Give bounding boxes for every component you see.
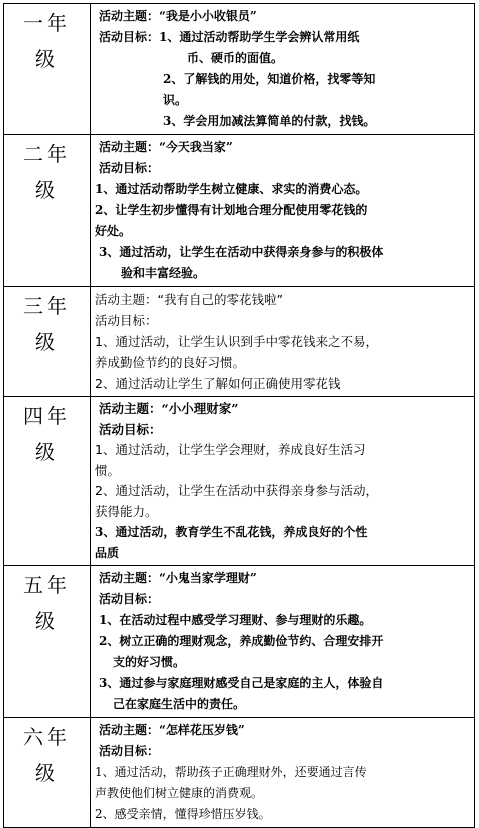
content-cell [91,566,475,718]
table-row [4,4,475,135]
goal-text: 3、通过活动，让学生在活动中获得亲身参与的积极体 [99,245,384,259]
theme-title: “我有自己的零花钱啦” [157,292,283,307]
theme-label: 活动主题： [99,723,160,737]
goal-text: 3、通过活动，教育学生不乱花钱，养成良好的个性 [95,525,368,539]
table-row [4,566,475,718]
grade-cell [4,135,91,287]
theme-title: “今天我当家” [159,140,233,154]
content-cell [91,135,475,287]
goal-label: 活动目标： [99,421,162,437]
grade-label-top: 五年 [23,573,71,597]
theme-label: 活动主题： [99,9,160,23]
goal-continuation: 币、硬币的面值。 [187,51,284,65]
content-cell [91,287,475,397]
theme-label: 活动主题： [99,401,162,416]
theme-line [99,399,470,420]
goal-label: 活动目标： [99,744,160,758]
grade-cell [4,4,91,135]
theme-line [99,720,470,741]
grade-label-top: 三年 [23,294,71,318]
theme-title: “我是小小收银员” [159,9,257,23]
goal-text: 1、通过活动，帮助孩子正确理财外，还要通过言传 [95,765,367,779]
grade-label-top: 四年 [23,404,71,428]
goal-continuation: 养成勤俭节约的良好习惯。 [95,355,246,370]
goal-continuation: 己在家庭生活中的责任。 [113,697,246,711]
goal-continuation: 验和丰富经验。 [121,266,206,280]
grade-label-bottom: 级 [35,440,59,464]
theme-title: “小鬼当家学理财” [159,571,257,585]
theme-line [99,6,470,27]
grade-label-top: 一年 [23,11,71,35]
goal-continuation: 支的好习惯。 [113,655,186,669]
table-row [4,287,475,397]
grade-label-top: 二年 [23,142,71,166]
grade-label-bottom: 级 [35,330,59,354]
grade-label-bottom: 级 [35,609,59,633]
grade-label-bottom: 级 [35,178,59,202]
grade-cell [4,287,91,397]
content-cell [91,4,475,135]
goal-text: 2、树立正确的理财观念，养成勤俭节约、合理安排开 [99,634,384,648]
goal-text: 3、通过参与家庭理财感受自己是家庭的主人，体验自 [99,676,384,690]
goal-text: 2、通过活动让学生了解如何正确使用零花钱 [95,376,341,391]
goal-line-1 [99,27,470,48]
goal-text: 1、通过活动，让学生认识到手中零花钱来之不易， [95,334,378,349]
theme-label: 活动主题： [95,292,158,307]
goal-label: 活动目标： [99,592,160,606]
content-cell [91,718,475,828]
goal-text: 2、了解钱的用处，知道价格，找零等知 [163,72,376,86]
goal-label: 活动目标： [99,161,160,175]
theme-title: “小小理财家” [161,401,239,416]
goal-text: 1、通过活动帮助学生学会辨认常用纸 [159,30,360,44]
theme-line [99,137,470,158]
goal-text: 1、在活动过程中感受学习理财、参与理财的乐趣。 [99,613,372,627]
grade-cell [4,397,91,566]
goal-continuation: 品质 [95,545,120,560]
grade-label-bottom: 级 [35,761,59,785]
goal-text: 2、让学生初步懂得有计划地合理分配使用零花钱的 [95,203,368,217]
grade-label-top: 六年 [23,725,71,749]
goal-text: 3、学会用加减法算简单的付款，找钱。 [163,114,376,128]
goal-text: 2、感受亲情，懂得珍惜压岁钱。 [95,807,271,821]
goal-continuation: 好处。 [95,224,132,238]
theme-line [99,568,470,589]
goal-continuation: 惯。 [95,462,121,478]
grade-cell [4,566,91,718]
theme-label: 活动主题： [99,140,160,154]
activity-plan-table [3,3,475,828]
table-row [4,397,475,566]
theme-line [95,289,470,310]
goal-text: 1、通过活动，让学生学会理财，养成良好生活习 [95,442,366,457]
grade-label-bottom: 级 [35,47,59,71]
goal-label: 活动目标： [99,30,160,44]
content-cell [91,397,475,566]
goal-text: 1、通过活动帮助学生树立健康、求实的消费心态。 [95,182,368,196]
goal-continuation: 识。 [163,93,188,107]
table-row [4,135,475,287]
goal-continuation: 获得能力。 [95,503,158,519]
goal-label: 活动目标： [95,313,158,328]
table-row [4,718,475,828]
goal-text: 2、通过活动，让学生在活动中获得亲身参与活动， [95,483,378,498]
theme-label: 活动主题： [99,571,160,585]
theme-title: “怎样花压岁钱” [159,723,245,737]
goal-continuation: 声教使他们树立健康的消费观。 [95,786,264,800]
grade-cell [4,718,91,828]
